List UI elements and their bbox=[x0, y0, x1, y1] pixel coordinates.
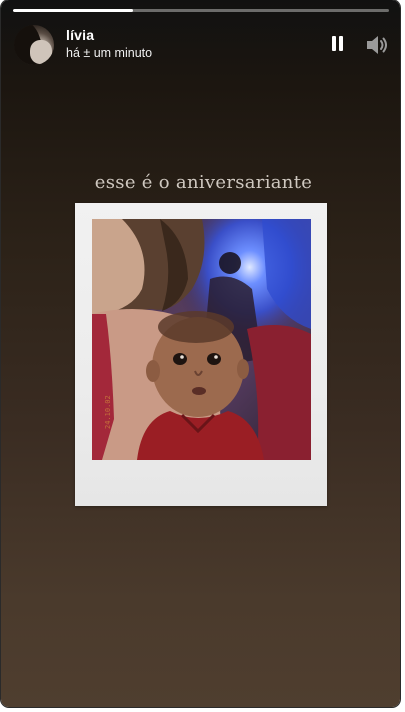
pause-icon bbox=[332, 36, 336, 51]
story-caption: esse é o aniversariante bbox=[94, 172, 313, 193]
story-progress-bar bbox=[13, 9, 389, 12]
avatar-face bbox=[30, 40, 52, 64]
pause-icon-bar bbox=[339, 36, 343, 51]
story-progress-fill bbox=[13, 9, 133, 12]
mute-button[interactable] bbox=[362, 31, 390, 59]
speaker-muted-icon bbox=[362, 31, 390, 59]
avatar[interactable] bbox=[14, 25, 54, 65]
story-viewer[interactable] bbox=[1, 0, 400, 707]
polaroid-frame bbox=[75, 203, 327, 506]
story-timestamp: há ± um minuto bbox=[66, 46, 153, 60]
pause-button[interactable] bbox=[326, 33, 348, 55]
polaroid-photo bbox=[92, 219, 311, 460]
user-name[interactable]: lívia bbox=[66, 27, 95, 43]
svg-text:24.10.02: 24.10.02 bbox=[104, 395, 112, 429]
